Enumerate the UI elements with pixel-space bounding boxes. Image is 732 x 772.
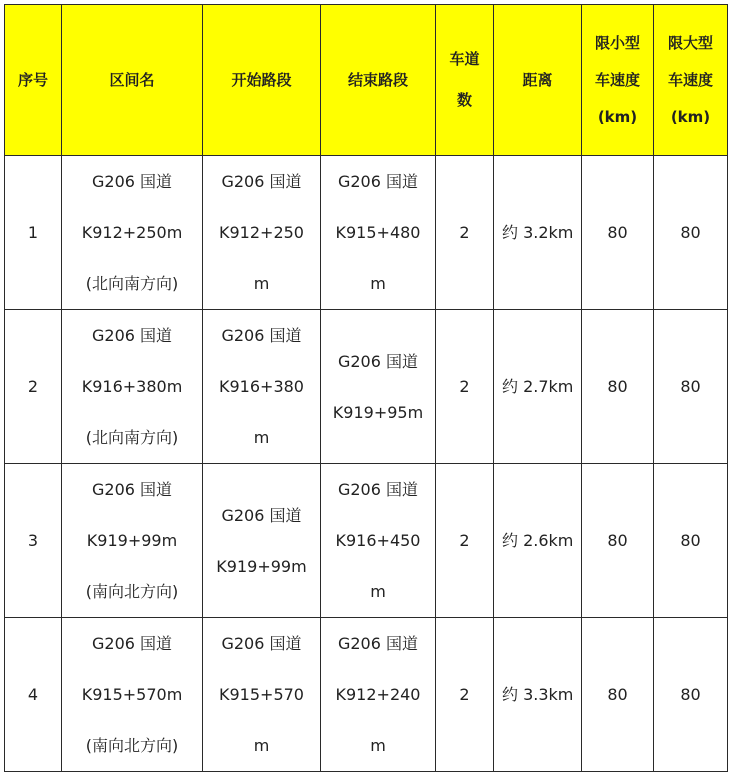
header-distance: 距离 (494, 5, 582, 156)
cell-start: G206 国道 K915+570 m (203, 618, 321, 772)
cell-lanes: 2 (436, 618, 494, 772)
cell-distance: 约 2.6km (494, 464, 582, 618)
cell-end: G206 国道 K919+95m (321, 310, 436, 464)
cell-section: G206 国道 K915+570m (南向北方向) (62, 618, 203, 772)
table-row (5, 618, 728, 772)
cell-distance: 约 2.7km (494, 310, 582, 464)
cell-section: G206 国道 K916+380m (北向南方向) (62, 310, 203, 464)
cell-index: 2 (5, 310, 62, 464)
cell-start: G206 国道 K916+380 m (203, 310, 321, 464)
table-row (5, 310, 728, 464)
cell-start: G206 国道 K912+250 m (203, 156, 321, 310)
cell-end: G206 国道 K915+480 m (321, 156, 436, 310)
cell-small-limit: 80 (582, 156, 654, 310)
header-small-limit: 限小型 车速度 (km) (582, 5, 654, 156)
cell-small-limit: 80 (582, 618, 654, 772)
cell-large-limit: 80 (654, 156, 728, 310)
header-end: 结束路段 (321, 5, 436, 156)
cell-start: G206 国道 K919+99m (203, 464, 321, 618)
table-header-row (5, 5, 728, 156)
cell-large-limit: 80 (654, 464, 728, 618)
header-large-limit: 限大型 车速度 (km) (654, 5, 728, 156)
cell-index: 3 (5, 464, 62, 618)
header-start: 开始路段 (203, 5, 321, 156)
header-lanes: 车道 数 (436, 5, 494, 156)
cell-end: G206 国道 K912+240 m (321, 618, 436, 772)
cell-small-limit: 80 (582, 464, 654, 618)
cell-lanes: 2 (436, 464, 494, 618)
cell-large-limit: 80 (654, 618, 728, 772)
header-section: 区间名 (62, 5, 203, 156)
cell-lanes: 2 (436, 310, 494, 464)
cell-large-limit: 80 (654, 310, 728, 464)
cell-index: 4 (5, 618, 62, 772)
cell-index: 1 (5, 156, 62, 310)
cell-section: G206 国道 K912+250m (北向南方向) (62, 156, 203, 310)
table-row (5, 464, 728, 618)
cell-lanes: 2 (436, 156, 494, 310)
speed-limit-table (4, 4, 728, 772)
cell-section: G206 国道 K919+99m (南向北方向) (62, 464, 203, 618)
table-row (5, 156, 728, 310)
cell-end: G206 国道 K916+450 m (321, 464, 436, 618)
cell-distance: 约 3.2km (494, 156, 582, 310)
cell-small-limit: 80 (582, 310, 654, 464)
cell-distance: 约 3.3km (494, 618, 582, 772)
header-index: 序号 (5, 5, 62, 156)
